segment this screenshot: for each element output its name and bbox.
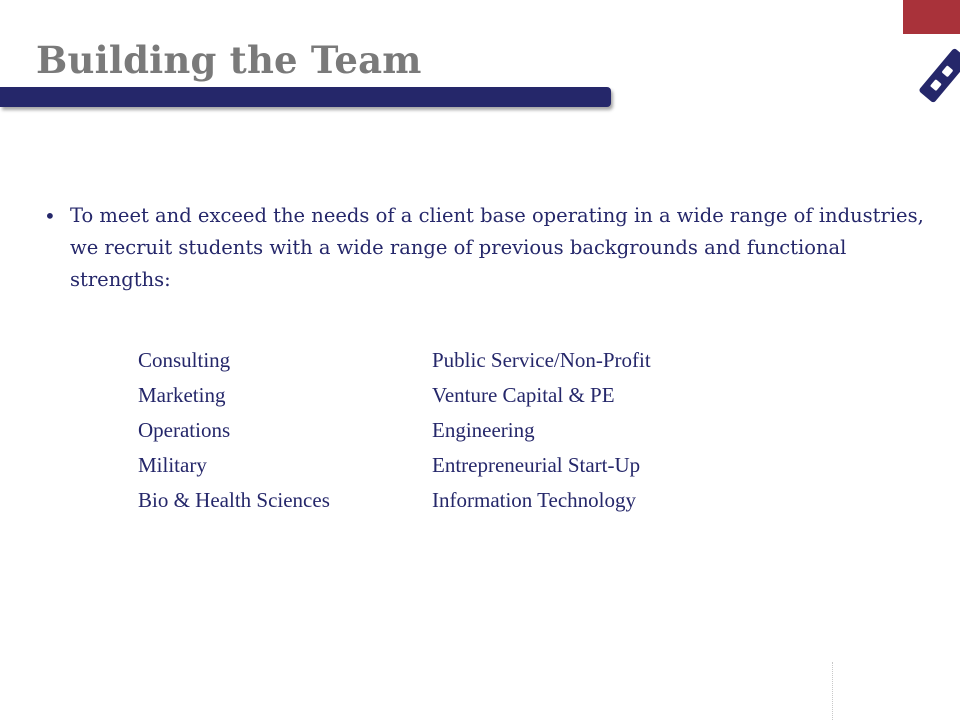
list-item: Consulting	[138, 348, 231, 372]
list-item: Information Technology	[432, 488, 637, 512]
right-background-list	[432, 343, 752, 518]
list-item: Entrepreneurial Start-Up	[432, 453, 641, 477]
list-item: Venture Capital & PE	[432, 383, 615, 407]
left-background-list	[138, 343, 432, 518]
chain-link-logo-icon	[900, 36, 960, 126]
bullet-marker: •	[44, 204, 56, 228]
background-lists	[138, 343, 752, 518]
page-title: Building the Team	[36, 38, 422, 82]
list-item: Engineering	[432, 418, 535, 442]
bullet-text: To meet and exceed the needs of a client base operating in a wide range of industries, we recruit students with a wide range of previous backgrounds and functional strengths:	[70, 204, 924, 291]
bullet-paragraph	[44, 200, 924, 296]
list-item: Public Service/Non-Profit	[432, 348, 651, 372]
list-item: Military	[138, 453, 207, 477]
list-item: Operations	[138, 418, 231, 442]
list-item: Bio & Health Sciences	[138, 488, 330, 512]
title-underline-bar	[0, 87, 611, 107]
list-item: Marketing	[138, 383, 226, 407]
decorative-divider	[832, 662, 833, 720]
corner-accent-bar	[903, 0, 960, 34]
